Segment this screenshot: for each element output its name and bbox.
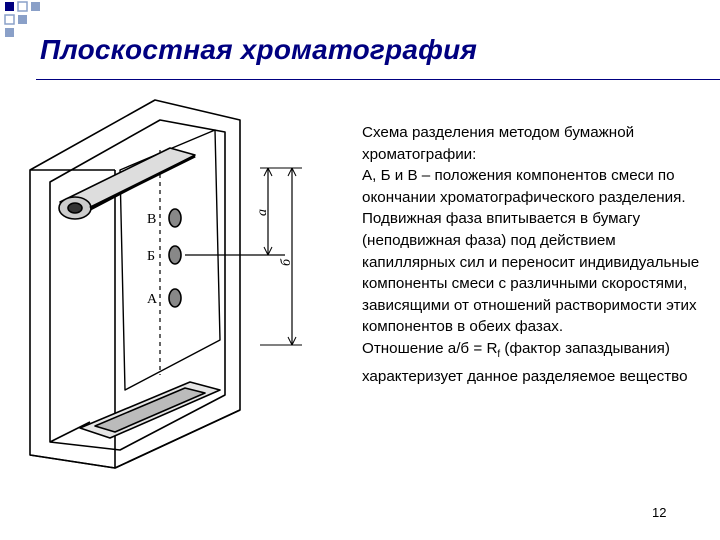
spot-label-b: Б — [147, 249, 156, 264]
slide-title: Плоскостная хроматография — [40, 34, 478, 65]
description-paragraph: А, Б и В – положения компонентов смеси по окончании хроматографического разделения. — [362, 167, 686, 206]
title-underline — [36, 79, 720, 80]
description-paragraph: Подвижная фаза впитывается в бумагу (неподвижная фаза) под действием капиллярных сил и переносит индивидуальные компоненты смеси с различными скоростями, зависящими от отношений растворимости этих компонентов в обеих фазах. — [362, 210, 700, 336]
spot-v — [169, 209, 181, 227]
rf-subscript: f — [497, 348, 501, 360]
description-paragraph: Схема разделения методом бумажной хроматографии: — [362, 124, 635, 163]
spot-label-v: В — [147, 212, 157, 227]
dimension-label-a: а — [255, 209, 270, 216]
description-text — [362, 122, 702, 387]
spot-a — [169, 289, 181, 307]
rf-definition — [362, 338, 702, 387]
spot-b — [169, 246, 181, 264]
dimension-label-b: б — [279, 258, 294, 266]
chromatography-chamber-diagram — [20, 90, 350, 490]
page-number: 12 — [652, 505, 667, 520]
rf-text-end: (фактор запаздывания) характеризует данное разделяемое вещество — [362, 339, 688, 385]
spot-label-a: А — [147, 292, 158, 307]
rf-text-start: Отношение а/б = R — [362, 339, 498, 357]
